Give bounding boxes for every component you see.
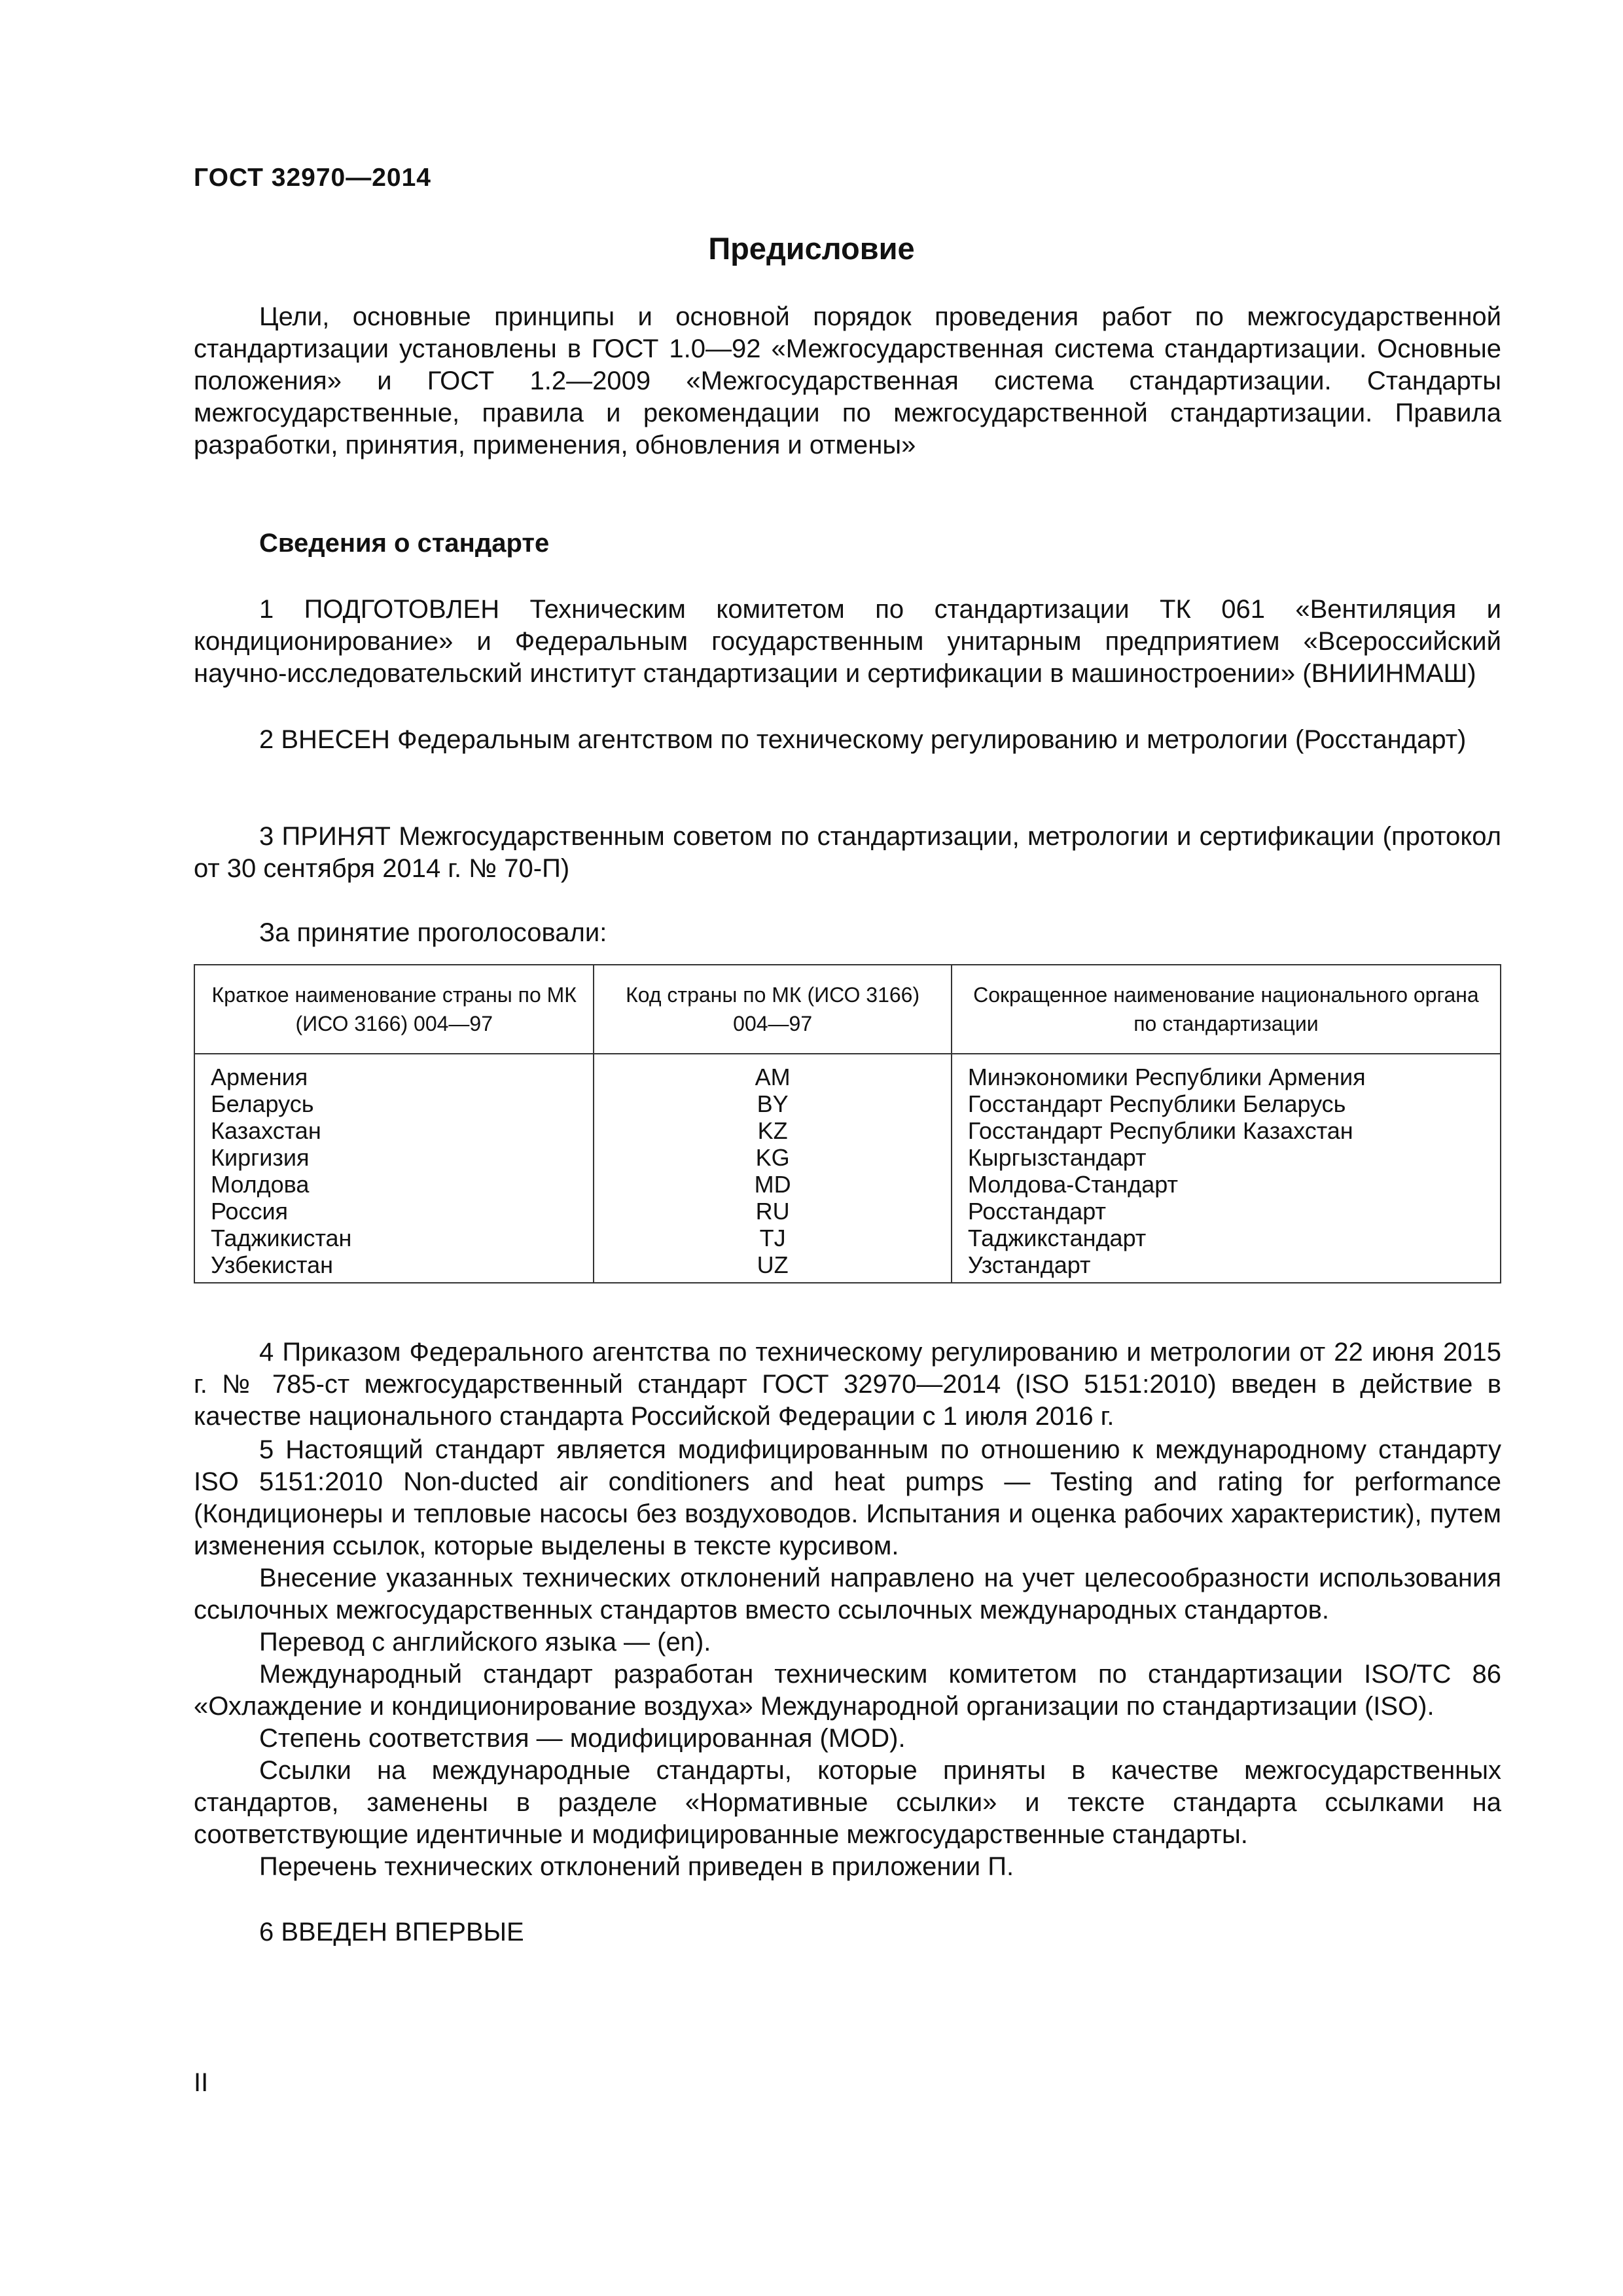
authority-cell: Госстандарт Республики Казахстан [952, 1117, 1501, 1144]
item-5-paragraph: Международный стандарт разработан техническим комитетом по стандартизации ISO/TC 86 «Охлаждение и кондиционирование воздуха» Международной организации по стандартизации (ISO). [194, 1660, 1501, 1721]
code-cell: BY [594, 1090, 951, 1117]
table-row [194, 1090, 1501, 1117]
country-cell: Таджикистан [194, 1225, 594, 1251]
code-cell: KZ [594, 1117, 951, 1144]
item-5-paragraph: Ссылки на международные стандарты, которые приняты в качестве межгосударственных стандартов, заменены в разделе «Нормативные ссылки» и тексте стандарта ссылками на соответствующие идентичные и модифицированные межгосударственные стандарты. [194, 1756, 1501, 1849]
item-6: 6 ВВЕДЕН ВПЕРВЫЕ [259, 1918, 524, 1946]
country-cell: Узбекистан [194, 1251, 594, 1283]
item-2-block [194, 724, 1501, 756]
country-cell: Армения [194, 1054, 594, 1090]
page-title: Предисловие [708, 231, 915, 266]
code-cell: AM [594, 1054, 951, 1090]
section-heading: Сведения о стандарте [259, 529, 550, 558]
item-3-block [194, 821, 1501, 885]
authority-cell: Узстандарт [952, 1251, 1501, 1283]
authority-cell: Минэкономики Республики Армения [952, 1054, 1501, 1090]
code-cell: UZ [594, 1251, 951, 1283]
country-cell: Россия [194, 1198, 594, 1225]
item-5-paragraph: Перевод с английского языка — (en). [259, 1628, 711, 1657]
intro-block [194, 301, 1501, 461]
section-heading-block [194, 529, 1501, 558]
item-4: 4 Приказом Федерального агентства по техническому регулированию и метрологии от 22 июня 2015 г. № 785-ст межгосударственный стандарт ГОСТ 32970—2014 (ISO 5151:2010) введен в действие в качестве национального стандарта Российской Федерации с 1 июля 2016 г. [194, 1338, 1501, 1431]
column-header-country: Краткое наименование страны по МК (ИСО 3166) 004—97 [194, 965, 594, 1054]
authority-cell: Таджикстандарт [952, 1225, 1501, 1251]
column-header-code: Код страны по МК (ИСО 3166) 004—97 [594, 965, 951, 1054]
authority-cell: Росстандарт [952, 1198, 1501, 1225]
item-5-paragraph: Внесение указанных технических отклонений направлено на учет целесообразности использования ссылочных межгосударственных стандартов вместо ссылочных международных стандартов. [194, 1564, 1501, 1624]
item-5-block [194, 1434, 1501, 1883]
authority-cell: Молдова-Стандарт [952, 1171, 1501, 1198]
document-header: ГОСТ 32970—2014 [194, 164, 431, 192]
code-cell: TJ [594, 1225, 951, 1251]
item-5-paragraph: 5 Настоящий стандарт является модифицированным по отношению к международному стандарту ISO 5151:2010 Non-ducted air conditioners and heat pumps — Testing and rating for performance (Кондиционеры и тепловые насосы без воздуховодов. Испытания и оценка рабочих характеристик), путем изменения ссылок, которые выделены в тексте курсивом. [194, 1435, 1501, 1560]
country-cell: Казахстан [194, 1117, 594, 1144]
item-1: 1 ПОДГОТОВЛЕН Техническим комитетом по стандартизации ТК 061 «Вентиляция и кондиционирование» и Федеральным государственным унитарным предприятием «Всероссийский научно-исследовательский институт стандартизации и сертификации в машиностроении» (ВНИИНМАШ) [194, 595, 1501, 688]
code-cell: KG [594, 1144, 951, 1171]
table-row [194, 1117, 1501, 1144]
table-row [194, 1225, 1501, 1251]
table-row [194, 1198, 1501, 1225]
voting-table [194, 964, 1501, 1283]
table-header-row [194, 965, 1501, 1054]
vote-label-block [194, 918, 1501, 948]
item-4-block [194, 1336, 1501, 1433]
code-cell: RU [594, 1198, 951, 1225]
table-row [194, 1251, 1501, 1283]
column-header-authority: Сокращенное наименование национального органа по стандартизации [952, 965, 1501, 1054]
authority-cell: Госстандарт Республики Беларусь [952, 1090, 1501, 1117]
country-cell: Молдова [194, 1171, 594, 1198]
item-5-paragraph: Степень соответствия — модифицированная (MOD). [259, 1724, 906, 1753]
country-cell: Беларусь [194, 1090, 594, 1117]
page-number: II [194, 2068, 209, 2097]
code-cell: MD [594, 1171, 951, 1198]
country-cell: Киргизия [194, 1144, 594, 1171]
item-6-block [194, 1918, 1501, 1947]
table-row [194, 1171, 1501, 1198]
vote-label: За принятие проголосовали: [259, 918, 607, 947]
item-3: 3 ПРИНЯТ Межгосударственным советом по стандартизации, метрологии и сертификации (протокол от 30 сентября 2014 г. № 70-П) [194, 822, 1501, 883]
item-2: 2 ВНЕСЕН Федеральным агентством по техническому регулированию и метрологии (Росстандарт) [259, 725, 1467, 754]
table-row [194, 1144, 1501, 1171]
item-5-paragraph: Перечень технических отклонений приведен в приложении П. [259, 1852, 1014, 1881]
intro-paragraph: Цели, основные принципы и основной порядок проведения работ по межгосударственной стандартизации установлены в ГОСТ 1.0—92 «Межгосударственная система стандартизации. Основные положения» и ГОСТ 1.2—2009 «Межгосударственная система стандартизации. Стандарты межгосударственные, правила и рекомендации по межгосударственной стандартизации. Правила разработки, принятия, применения, обновления и отмены» [194, 302, 1501, 459]
item-1-block [194, 594, 1501, 690]
table-row [194, 1054, 1501, 1090]
authority-cell: Кыргызстандарт [952, 1144, 1501, 1171]
